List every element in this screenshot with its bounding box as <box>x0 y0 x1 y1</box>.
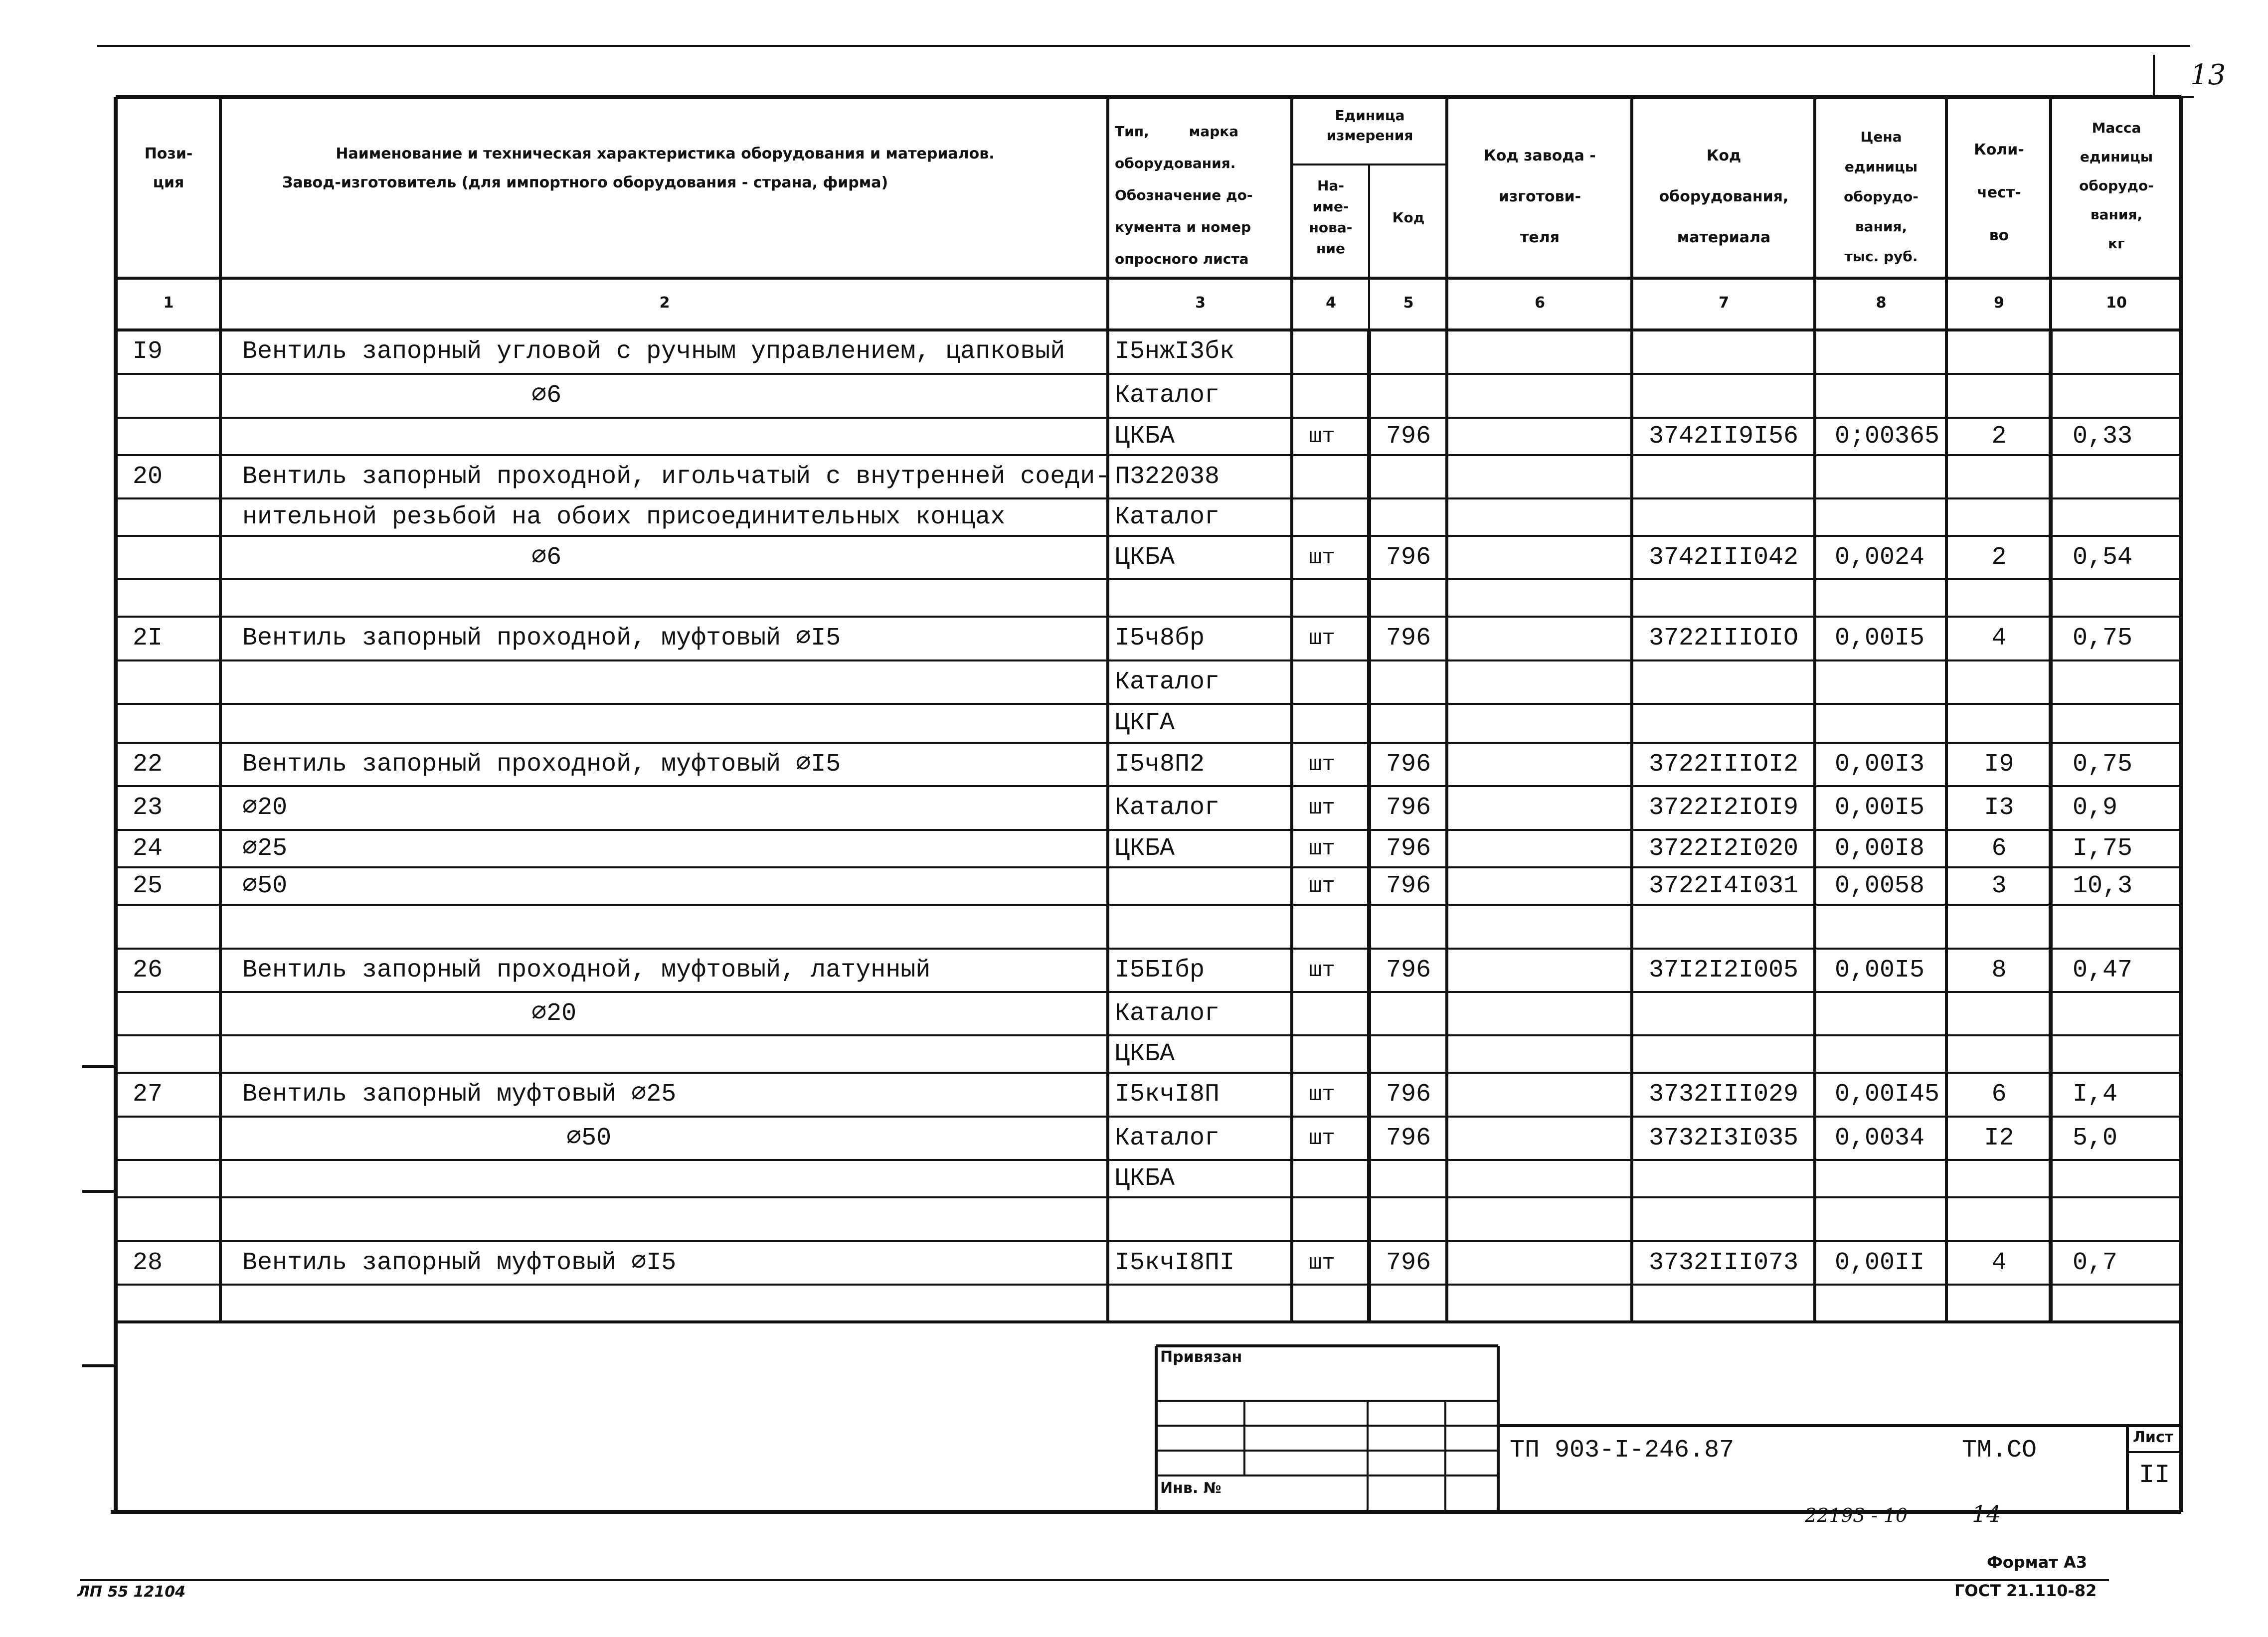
table-cell: 0,75 <box>2073 624 2133 653</box>
table-cell: 0,0058 <box>1835 872 1925 900</box>
col-header-line: материала <box>1677 229 1771 246</box>
table-cell: 24 <box>133 834 163 863</box>
col-header-line: нова- <box>1309 219 1353 236</box>
table-cell: 0,0034 <box>1835 1124 1925 1152</box>
col-header-line: Единица <box>1335 107 1405 124</box>
table-cell: 26 <box>133 956 163 984</box>
table-cell: ⌀6 <box>531 543 562 572</box>
col-header-line: Завод-изготовитель (для импортного оборудования - страна, фирма) <box>282 174 888 191</box>
col-header-line: кумента и номер <box>1115 219 1251 235</box>
table-cell: 3732III073 <box>1649 1249 1799 1277</box>
col-number: 9 <box>1994 294 2004 312</box>
table-cell: Каталог <box>1115 999 1220 1028</box>
table-cell: 796 <box>1386 543 1431 572</box>
table-cell: 796 <box>1386 834 1431 863</box>
table-cell: ЦКБА <box>1115 422 1175 451</box>
table-cell: 22 <box>133 750 163 779</box>
table-cell: 3722IIIOIO <box>1649 624 1799 653</box>
col-number: 3 <box>1195 294 1206 312</box>
table-cell: I5ч8П2 <box>1115 750 1205 779</box>
table-cell: I3 <box>1984 794 2014 822</box>
table-cell: 0,0024 <box>1835 543 1925 572</box>
table-cell: 796 <box>1386 624 1431 653</box>
table-cell: 796 <box>1386 794 1431 822</box>
col-header-line: ция <box>153 174 184 191</box>
col-header-line: име- <box>1312 198 1349 215</box>
col-number: 10 <box>2106 294 2127 312</box>
table-cell: ЦКБА <box>1115 1040 1175 1068</box>
table-cell: I5ч8бр <box>1115 624 1205 653</box>
table-cell: 796 <box>1386 422 1431 451</box>
col-header-unit-code <box>1371 209 1446 226</box>
col-header-factory-code <box>1449 136 1631 258</box>
col-header-line: Код <box>1392 209 1425 226</box>
col-header-line: вания, <box>1855 218 1908 235</box>
table-cell: 0,9 <box>2073 794 2118 822</box>
table-cell: Вентиль запорный проходной, муфтовый ⌀I5 <box>242 624 841 653</box>
col-header-line: оборудования, <box>1659 188 1789 205</box>
table-cell: 2 <box>1991 422 2007 451</box>
table-cell: 3732III029 <box>1649 1080 1799 1109</box>
table-cell: 3722I2IOI9 <box>1649 794 1799 822</box>
table-cell: 27 <box>133 1080 163 1109</box>
col-header-line: Цена <box>1860 129 1902 145</box>
col-header-line: чест- <box>1977 184 2021 201</box>
col-header-line: На- <box>1317 177 1344 194</box>
col-header-line: вания, <box>2090 206 2143 223</box>
table-cell: 4 <box>1991 624 2007 653</box>
table-cell: I9 <box>133 337 163 366</box>
table-cell: шт <box>1309 626 1335 651</box>
table-cell: Каталог <box>1115 381 1220 410</box>
table-cell: П322038 <box>1115 463 1220 491</box>
table-cell: шт <box>1309 958 1335 983</box>
table-cell: ⌀50 <box>242 872 288 900</box>
table-cell: 0,33 <box>2073 422 2133 451</box>
archive-sheet: 14 <box>1972 1500 2001 1527</box>
col-header-line: единицы <box>2080 149 2153 165</box>
col-header-line: Пози- <box>144 145 193 163</box>
table-cell: 28 <box>133 1249 163 1277</box>
table-cell: 796 <box>1386 1124 1431 1152</box>
format-label: Формат А3 <box>1987 1553 2088 1572</box>
table-cell: ЦКБА <box>1115 834 1175 863</box>
table-cell: ЦКБА <box>1115 1164 1175 1193</box>
sheet-number: II <box>2139 1461 2170 1490</box>
table-cell: 23 <box>133 794 163 822</box>
table-cell: Вентиль запорный муфтовый ⌀25 <box>242 1080 677 1109</box>
section-code: ТМ.СО <box>1962 1436 2037 1465</box>
col-header-line: кг <box>2108 235 2125 252</box>
col-header-line: Коли- <box>1974 141 2024 159</box>
table-cell: Каталог <box>1115 794 1220 822</box>
table-cell: 0,47 <box>2073 956 2133 984</box>
table-cell: 6 <box>1991 834 2007 863</box>
table-cell: 3722I4I031 <box>1649 872 1799 900</box>
table-cell: шт <box>1309 796 1335 820</box>
table-cell: 20 <box>133 463 163 491</box>
table-cell: Каталог <box>1115 503 1220 531</box>
table-cell: 3722I2I020 <box>1649 834 1799 863</box>
table-cell: шт <box>1309 424 1335 449</box>
col-header-name <box>222 140 1108 197</box>
col-number: 2 <box>659 294 670 312</box>
table-cell: нительной резьбой на обоих присоединительных концах <box>242 503 1006 531</box>
table-cell: Вентиль запорный муфтовый ⌀I5 <box>242 1249 677 1277</box>
table-cell: 0,00I5 <box>1835 794 1925 822</box>
col-header-line: ние <box>1316 240 1345 257</box>
col-header-equipment-code <box>1634 136 1814 258</box>
col-header-line: Код завода - <box>1484 147 1596 164</box>
table-cell: I5кчI8П <box>1115 1080 1220 1109</box>
table-cell: Вентиль запорный проходной, игольчатый с внутренней соеди- <box>242 463 1110 491</box>
table-cell: 796 <box>1386 872 1431 900</box>
table-cell: 5,0 <box>2073 1124 2118 1152</box>
table-cell: I2 <box>1984 1124 2014 1152</box>
table-cell: 0,00II <box>1835 1249 1925 1277</box>
col-header-line: Обозначение до- <box>1115 187 1253 203</box>
table-cell: 4 <box>1991 1249 2007 1277</box>
bound-label: Привязан <box>1160 1348 1242 1366</box>
col-header-line: единицы <box>1844 159 1918 175</box>
col-header-unit-name <box>1294 175 1368 259</box>
table-cell: I5нжI3бк <box>1115 337 1235 366</box>
table-cell: ЦКБА <box>1115 543 1175 572</box>
col-header-line: опросного листа <box>1115 251 1249 267</box>
col-number: 5 <box>1403 294 1414 312</box>
table-cell: 796 <box>1386 750 1431 779</box>
table-cell: 2 <box>1991 543 2007 572</box>
col-number: 8 <box>1876 294 1887 312</box>
table-cell: 0,00I45 <box>1835 1080 1940 1109</box>
col-header-position <box>118 140 219 197</box>
document-code: ТП 903-I-246.87 <box>1510 1436 1735 1465</box>
table-cell: ⌀20 <box>531 999 577 1028</box>
table-cell: 0,75 <box>2073 750 2133 779</box>
gost-label: ГОСТ 21.110-82 <box>1954 1581 2097 1600</box>
col-header-line: тыс. руб. <box>1844 248 1918 265</box>
col-header-line: во <box>1989 227 2009 244</box>
col-header-line: измерения <box>1326 127 1413 144</box>
table-cell: 8 <box>1991 956 2007 984</box>
table-cell: шт <box>1309 1082 1335 1107</box>
table-cell: 0,7 <box>2073 1249 2118 1277</box>
col-header-quantity <box>1948 129 2050 257</box>
table-cell: шт <box>1309 1251 1335 1276</box>
table-cell: 796 <box>1386 1080 1431 1109</box>
table-cell: 25 <box>133 872 163 900</box>
table-cell: ⌀20 <box>242 794 288 822</box>
table-cell: I9 <box>1984 750 2014 779</box>
col-header-line: Масса <box>2092 120 2141 136</box>
col-header-line: изготови- <box>1498 188 1581 205</box>
table-cell: 0;00365 <box>1835 422 1940 451</box>
table-cell: 796 <box>1386 956 1431 984</box>
table-cell: шт <box>1309 836 1335 861</box>
table-cell: шт <box>1309 752 1335 777</box>
col-header-line: оборудо- <box>2079 177 2154 194</box>
table-cell: шт <box>1309 545 1335 570</box>
table-cell: 3 <box>1991 872 2007 900</box>
table-cell: I5БIбр <box>1115 956 1205 984</box>
table-cell: 0,00I5 <box>1835 956 1925 984</box>
col-header-line: теля <box>1520 229 1560 246</box>
col-number: 1 <box>163 294 174 312</box>
col-header-unit-group <box>1294 106 1446 146</box>
col-header-line: оборудо- <box>1844 188 1919 205</box>
table-cell: ⌀6 <box>531 381 562 410</box>
table-cell: Вентиль запорный проходной, муфтовый ⌀I5 <box>242 750 841 779</box>
table-cell: 3742II9I56 <box>1649 422 1799 451</box>
col-header-line: Код <box>1706 147 1742 164</box>
table-cell: шт <box>1309 1126 1335 1151</box>
table-cell: Вентиль запорный угловой с ручным управлением, цапковый <box>242 337 1065 366</box>
table-cell: 2I <box>133 624 163 653</box>
table-cell: ЦКГА <box>1115 709 1175 737</box>
table-cell: 0,00I3 <box>1835 750 1925 779</box>
table-cell: ⌀50 <box>566 1124 612 1152</box>
table-cell: 796 <box>1386 1249 1431 1277</box>
col-number: 7 <box>1719 294 1729 312</box>
col-header-price <box>1817 122 1945 272</box>
col-header-line: Тип, марка <box>1115 123 1239 140</box>
table-cell: 0,00I5 <box>1835 624 1925 653</box>
printer-mark: ЛП 55 12104 <box>77 1583 186 1601</box>
table-cell: 3732I3I035 <box>1649 1124 1799 1152</box>
table-cell: Каталог <box>1115 668 1220 696</box>
table-cell: I,75 <box>2073 834 2133 863</box>
table-cell: шт <box>1309 874 1335 899</box>
table-cell: 6 <box>1991 1080 2007 1109</box>
table-cell: 3722IIIOI2 <box>1649 750 1799 779</box>
table-cell: 3742III042 <box>1649 543 1799 572</box>
table-cell: I,4 <box>2073 1080 2118 1109</box>
table-cell: 10,3 <box>2073 872 2133 900</box>
col-number: 4 <box>1326 294 1336 312</box>
sheet-label: Лист <box>2133 1429 2174 1446</box>
inventory-number-label: Инв. № <box>1160 1479 1221 1497</box>
table-cell: Каталог <box>1115 1124 1220 1152</box>
table-cell: 0,00I8 <box>1835 834 1925 863</box>
col-header-line: оборудования. <box>1115 155 1236 171</box>
table-cell: Вентиль запорный проходной, муфтовый, латунный <box>242 956 931 984</box>
archive-number: 22193 - 10 <box>1805 1504 1908 1526</box>
table-cell: ⌀25 <box>242 834 288 863</box>
table-cell: 37I2I2I005 <box>1649 956 1799 984</box>
col-header-mass <box>2053 114 2180 258</box>
table-cell: I5кчI8ПI <box>1115 1249 1235 1277</box>
table-cell: 0,54 <box>2073 543 2133 572</box>
page-number: 13 <box>2190 59 2226 91</box>
col-number: 6 <box>1535 294 1545 312</box>
col-header-line: Наименование и техническая характеристика оборудования и материалов. <box>336 145 995 163</box>
col-header-type <box>1115 116 1289 275</box>
